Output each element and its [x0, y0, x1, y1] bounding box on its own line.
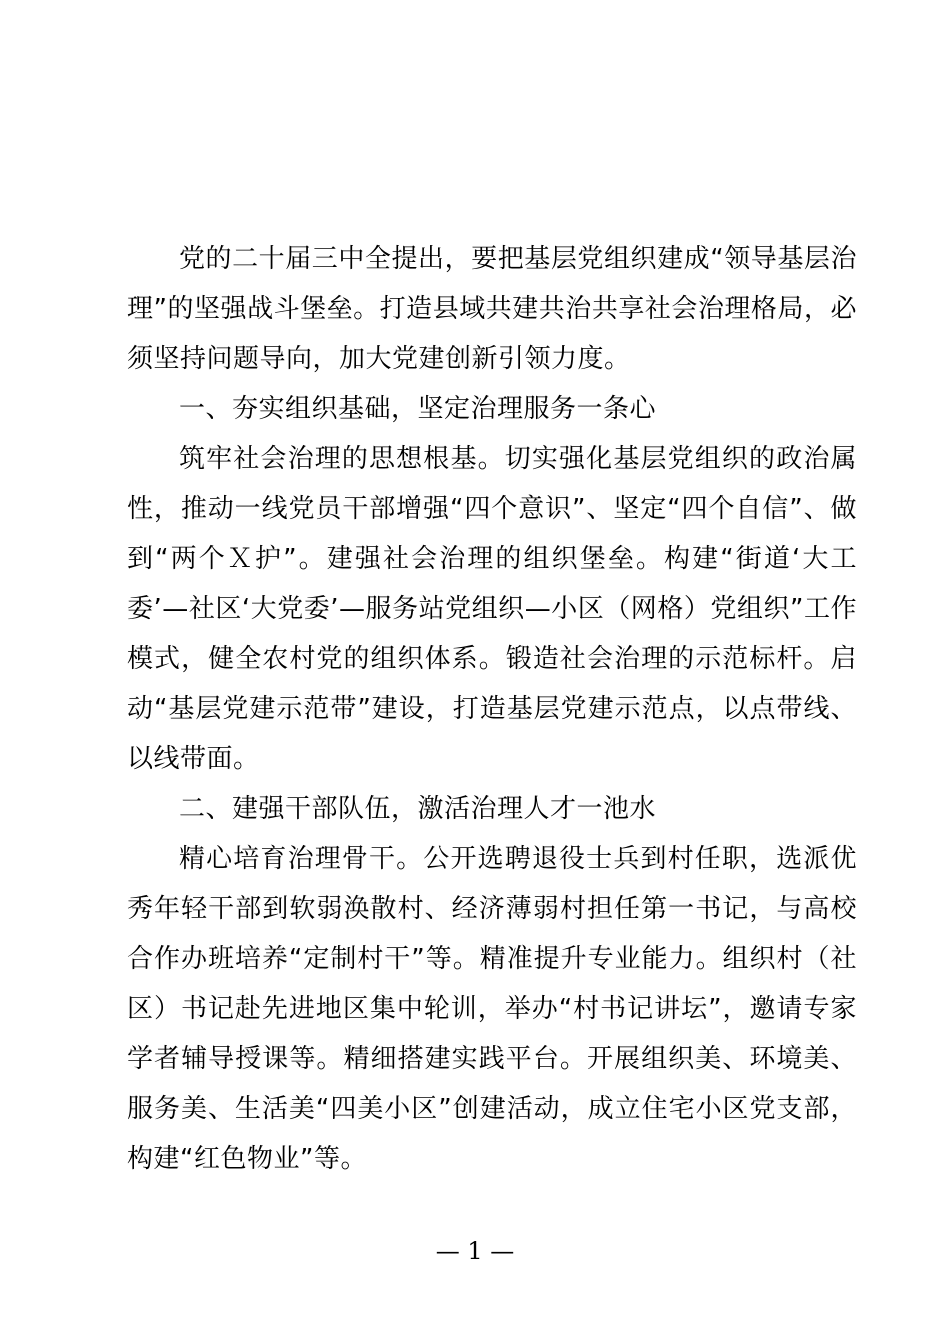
section-heading-1: 一、夯实组织基础，坚定治理服务一条心 [179, 394, 657, 424]
intro-paragraph: 党的二十届三中全提出，要把基层党组织建成“领导基层治理”的坚强战斗堡垒。打造县域共建共治共享社会治理格局，必须坚持问题导向，加大党建创新引领力度。 [127, 244, 857, 374]
document-body [127, 234, 857, 1184]
section-heading-2: 二、建强干部队伍，激活治理人才一池水 [179, 794, 657, 824]
section-1-paragraph: 筑牢社会治理的思想根基。切实强化基层党组织的政治属性，推动一线党员干部增强“四个意识”、坚定“四个自信”、做到“两个Ｘ护”。建强社会治理的组织堡垒。构建“街道‘大工委’—社区‘大党委’—服务站党组织—小区（网格）党组织”工作模式，健全农村党的组织体系。锻造社会治理的示范标杆。启动“基层党建示范带”建设，打造基层党建示范点，以点带线、以线带面。 [127, 444, 857, 774]
section-2-paragraph: 精心培育治理骨干。公开选聘退役士兵到村任职，选派优秀年轻干部到软弱涣散村、经济薄弱村担任第一书记，与高校合作办班培养“定制村干”等。精准提升专业能力。组织村（社区）书记赴先进地区集中轮训，举办“村书记讲坛”，邀请专家学者辅导授课等。精细搭建实践平台。开展组织美、环境美、服务美、生活美“四美小区”创建活动，成立住宅小区党支部，构建“红色物业”等。 [127, 844, 857, 1174]
page-number: — 1 — [435, 1237, 515, 1265]
